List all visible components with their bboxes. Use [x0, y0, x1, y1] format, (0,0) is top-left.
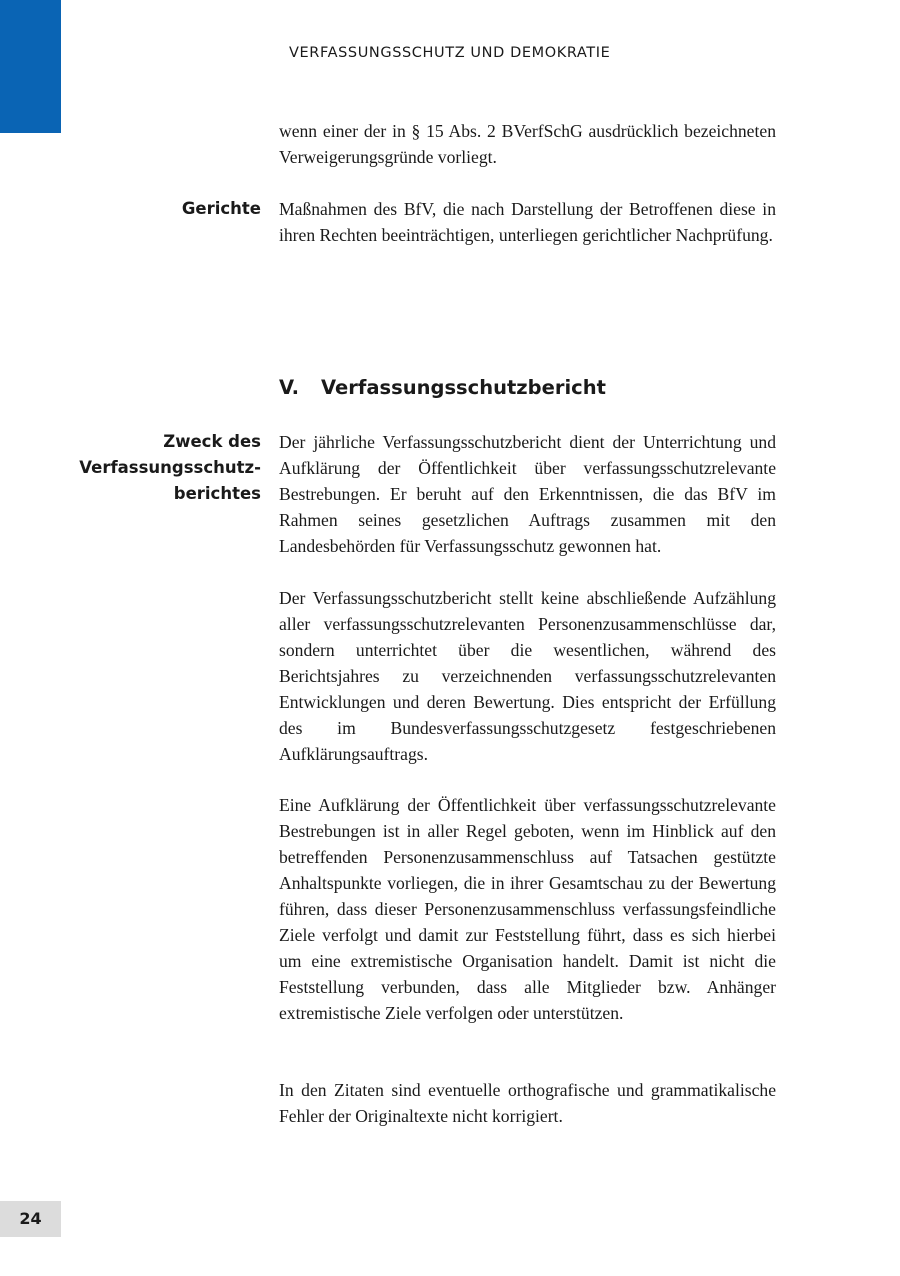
running-header: VERFASSUNGSSCHUTZ UND DEMOKRATIE — [289, 45, 611, 61]
margin-note-line: Zweck des — [163, 432, 261, 451]
page-number: 24 — [0, 1201, 61, 1237]
continuation-paragraph: wenn einer der in § 15 Abs. 2 BVerfSchG ausdrücklich bezeichneten Verweigerungsgründe vorliegt. — [279, 121, 776, 167]
section-title: Verfassungsschutzbericht — [321, 376, 606, 399]
margin-note-line: Verfassungsschutz- — [79, 458, 261, 477]
blue-edge-tab — [0, 0, 61, 133]
margin-note-line: berichtes — [173, 484, 261, 503]
zweck-paragraph-4: In den Zitaten sind eventuelle orthografische und grammatikalische Fehler der Originaltexte nicht korrigiert. — [279, 1080, 776, 1126]
zweck-paragraph-1: Der jährliche Verfassungsschutzbericht dient der Unterrichtung und Aufklärung der Öffentlichkeit über verfassungsschutzrelevante Bestrebungen. Er beruht auf den Erkenntnissen, die das BfV im Rahmen seines gesetzlichen Auftrags zusammen mit den Landesbehörden für Verfassungsschutz gewonnen hat. — [279, 432, 776, 556]
margin-note-zweck — [79, 429, 261, 507]
gerichte-paragraph: Maßnahmen des BfV, die nach Darstellung der Betroffenen diese in ihren Rechten beeinträchtigen, unterliegen gerichtlicher Nachprüfung. — [279, 199, 776, 245]
margin-note-gerichte: Gerichte — [181, 199, 261, 218]
section-number: V. — [279, 376, 299, 399]
section-heading — [279, 376, 606, 399]
zweck-paragraph-3: Eine Aufklärung der Öffentlichkeit über verfassungsschutzrelevante Bestrebungen ist in aller Regel geboten, wenn im Hinblick auf den betreffenden Personenzusammenschluss auf Tatsachen gestützte Anhaltspunkte vorliegen, die in ihrer Gesamtschau zu der Bewertung führen, dass dieser Personenzusammenschluss verfassungsfeindliche Ziele verfolgt und damit zur Feststellung führt, dass es sich hierbei um eine extremistische Organisation handelt. Damit ist nicht die Feststellung verbunden, dass alle Mitglieder bzw. Anhänger extremistische Ziele verfolgen oder unterstützen. — [279, 795, 776, 1023]
zweck-paragraph-2: Der Verfassungsschutzbericht stellt keine abschließende Aufzählung aller verfassungsschutzrelevanten Personenzusammenschlüsse dar, sondern unterrichtet über die wesentlichen, während des Berichtsjahres zu verzeichnenden verfassungsschutzrelevanten Entwicklungen und deren Bewertung. Dies entspricht der Erfüllung des im Bundesverfassungsschutzgesetz festgeschriebenen Aufklärungsauftrags. — [279, 588, 776, 764]
